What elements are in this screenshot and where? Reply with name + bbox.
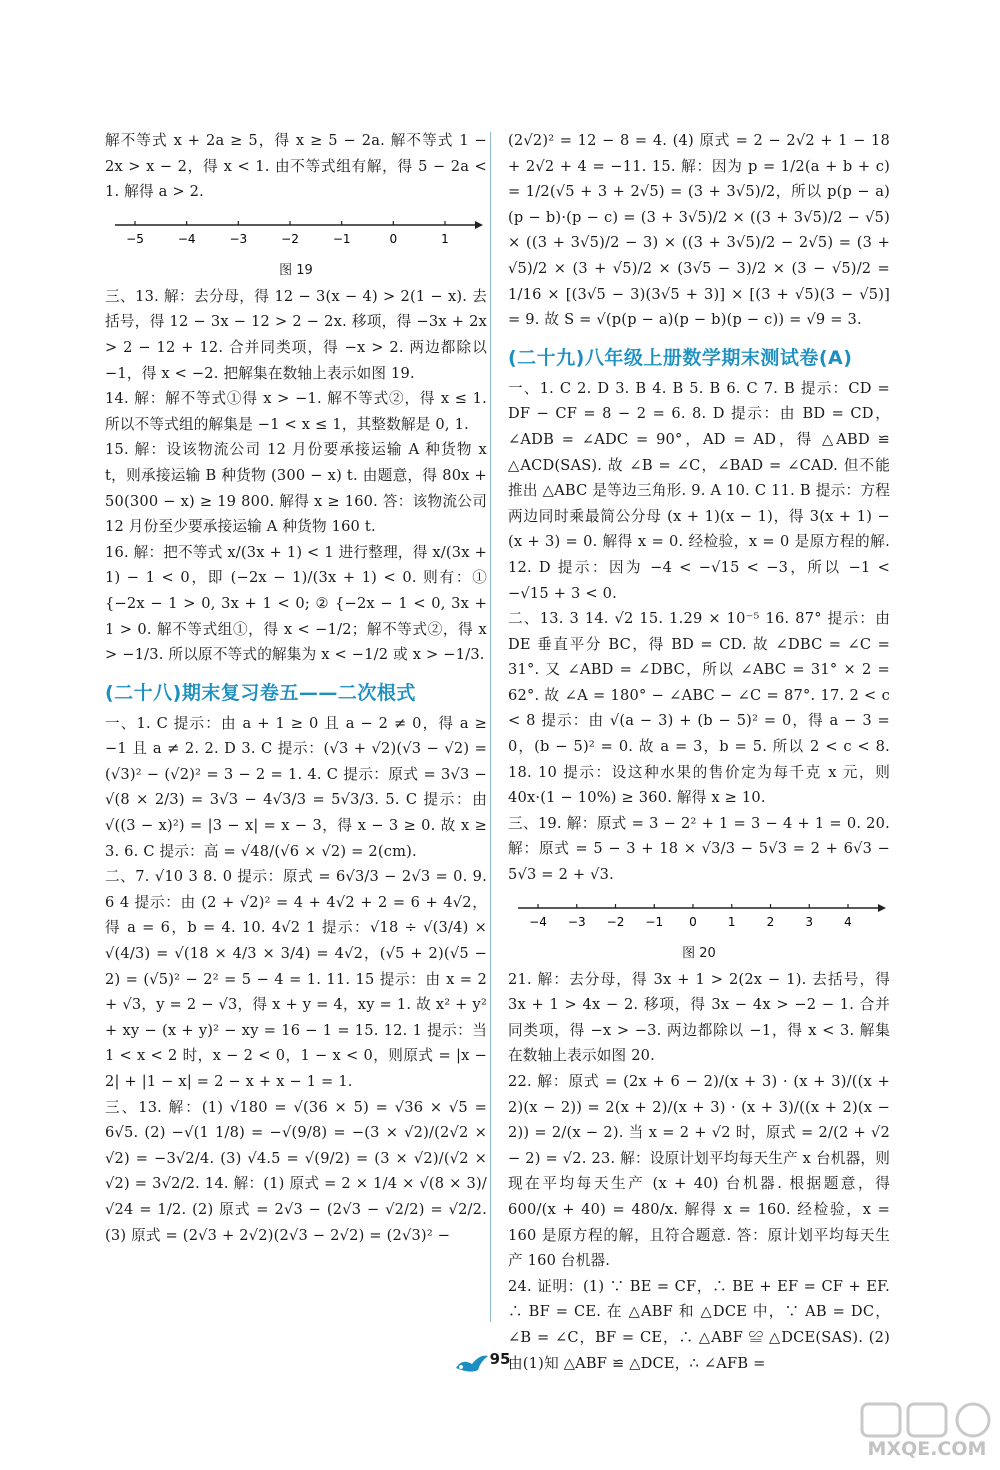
axis-tick-label: 3 <box>805 914 814 929</box>
axis-tick-label: 4 <box>844 914 852 929</box>
axis-tick-label: −3 <box>229 231 248 246</box>
answer-paragraph: 14. 解：解不等式①得 x > −1. 解不等式②，得 x ≤ 1. 所以不等式组的解集是 −1 < x ≤ 1，其整数解是 0, 1. <box>105 390 487 433</box>
axis-tick-label: 0 <box>389 231 398 246</box>
answer-paragraph: 15. 解：设该物流公司 12 月份要承接运输 A 种货物 x t，则承接运输 B 种货物 (300 − x) t. 由题意，得 80x + 50(300 − x) ≥ 19 800. 解得 x ≥ 160. 答：该物流公司 12 月份至少要承接运输 A 种货物 160 t. <box>105 441 487 536</box>
answer-paragraph: (2√2)² = 12 − 8 = 4. (4) 原式 = 2 − 2√2 + 1 − 18 + 2√2 + 4 = −11. 15. 解：因为 p = 1/2(a + b + c) = 1/2(√5 + 3 + 2√5) = (3 + 3√5)/2，所以 p(p − a)(p − b)·(p − c) = (3 + 3√5)/2 × ((3 + 3√5)/2 − √5) × ((3 + 3√5)/2 − 3) × ((3 + 3√5)/2 − 2√5) = (3 + √5)/2 × (3 + √5)/2 × (3√5 − 3)/2 × (3 − √5)/2 = 1/16 × [(3√5 − 3)(3√5 + 3)] × [(3 + √5)(3 − √5)] = 9. 故 S = √(p(p − a)(p − b)(p − c)) = √9 = 3. <box>508 132 890 329</box>
answer-paragraph: 二、13. 3 14. √2 15. 1.29 × 10⁻⁵ 16. 87° 提示：由 DE 垂直平分 BC，得 BD = CD. 故 ∠DBC = ∠C = 31°. 又 ∠ABD = ∠DBC，所以 ∠ABC = 31° × 2 = 62°. 故 ∠A = 180° − ∠ABC − ∠C = 87°. 17. 2 < c < 8 提示：由 √(a − 3) + (b − 5)² = 0，得 a − 3 = 0，(b − 5)² = 0. 故 a = 3，b = 5. 所以 2 < c < 8. 18. 10 提示：设这种水果的售价定为每千克 x 元，则 40x·(1 − 10%) ≥ 360. 解得 x ≥ 10. <box>508 610 890 807</box>
answer-paragraph: 解不等式 x + 2a ≥ 5，得 x ≥ 5 − 2a. 解不等式 1 − 2x > x − 2，得 x < 1. 由不等式组有解，得 5 − 2a < 1. 解得 a > 2. <box>105 132 487 201</box>
number-line-20-svg <box>508 894 890 940</box>
figure-caption-20: 图 20 <box>682 945 716 961</box>
axis-tick-label: −1 <box>645 914 664 929</box>
answer-paragraph: 一、1. C 2. D 3. B 4. B 5. B 6. C 7. B 提示：CD = DF − CF = 8 − 2 = 6. 8. D 提示：由 BD = CD，∠ADB = ∠ADC = 90°，AD = AD，得 △ABD ≌ △ACD(SAS). 故 ∠B = ∠C，∠BAD = ∠CAD. 但不能推出 △ABC 是等边三角形. 9. A 10. C 11. B 提示：方程两边同时乘最简公分母 (x + 1)(x − 1)，得 3(x + 1) − (x + 3) = 0. 解得 x = 0. 经检验，x = 0 是原方程的解. 12. D 提示：因为 −4 < −√15 < −3，所以 −1 < −√15 + 3 < 0. <box>508 379 890 602</box>
section-heading: (二十九)八年级上册数学期末测试卷(A) <box>508 346 853 369</box>
watermark-text: MXQE.COM <box>867 1438 987 1460</box>
watermark <box>858 1400 996 1466</box>
answer-paragraph: 三、13. 解：(1) √180 = √(36 × 5) = √36 × √5 = 6√5. (2) −√(1 1/8) = −√(9/8) = −(3 × √2)/(2√2 × √2) = −3√2/4. (3) √4.5 = √(9/2) = (3 × √2)/(√2 × √2) = 3√2/2. 14. 解：(1) 原式 = 2 × 1/4 × √(8 × 3)/√24 = 1/2. (2) 原式 = 2√3 − (2√3 − √2/2) = √2/2. (3) 原式 = (2√3 + 2√2)(2√3 − 2√2) = (2√3)² − <box>105 1098 487 1244</box>
axis-tick-label: −4 <box>177 231 196 246</box>
right-column <box>508 128 890 1376</box>
axis-tick-label: −5 <box>126 231 144 246</box>
answer-paragraph: 二、7. √10 3 8. 0 提示：原式 = 6√3/3 − 2√3 = 0. 9. 6 4 提示：由 (2 + √2)² = 4 + 4√2 + 2 = 6 + 4√2，得 a = 6，b = 4. 10. 4√2 1 提示：√18 ÷ √(3/4) × √(4/3) = √(18 × 4/3 × 3/4) = 4√2，(√5 + 2)(√5 − 2) = (√5)² − 2² = 5 − 4 = 1. 11. 15 提示：由 x = 2 + √3，y = 2 − √3，得 x + y = 4，xy = 1. 故 x² + y² + xy − (x + y)² − xy = 16 − 1 = 15. 12. 1 提示：当 1 < x < 2 时，x − 2 < 0，1 − x < 0，则原式 = |x − 2| + |1 − x| = 2 − x + x − 1 = 1. <box>105 868 487 1090</box>
answer-paragraph: 一、1. C 提示：由 a + 1 ≥ 0 且 a − 2 ≠ 0，得 a ≥ −1 且 a ≠ 2. 2. D 3. C 提示：(√3 + √2)(√3 − √2) = (√3)² − (√2)² = 3 − 2 = 1. 4. C 提示：原式 = 3√3 − √(8 × 2/3) = 3√3 − 4√3/3 = 5√3/3. 5. C 提示：由 √((3 − x)²) = |3 − x| = x − 3，得 x − 3 ≥ 0. 故 x ≥ 3. 6. C 提示：高 = √48/(√6 × √2) = 2(cm). <box>105 714 487 860</box>
number-line-figure-19 <box>105 211 487 278</box>
answer-paragraph: 三、19. 解：原式 = 3 − 2² + 1 = 3 − 4 + 1 = 0. 20. 解：原式 = 5 − 3 + 18 × √3/3 − 5√3 = 2 + 6√3 − 5√3 = 2 + √3. <box>508 814 890 884</box>
axis-tick-label: 0 <box>689 914 697 929</box>
page-number: 95 <box>489 1350 511 1368</box>
left-column <box>105 128 487 1248</box>
section-heading: (二十八)期末复习卷五——二次根式 <box>105 681 416 704</box>
axis-tick-label: 1 <box>727 914 736 929</box>
answer-paragraph: 三、13. 解：去分母，得 12 − 3(x − 4) > 2(1 − x). 去括号，得 12 − 3x − 12 > 2 − 2x. 移项，得 −3x + 2x > 2 − 12 + 12. 合并同类项，得 −x > 2. 两边都除以 −1，得 x < −2. 把解集在数轴上表示如图 19. <box>105 287 487 382</box>
answer-paragraph: 24. 证明：(1) ∵ BE = CF，∴ BE + EF = CF + EF. ∴ BF = CE. 在 △ABF 和 △DCE 中，∵ AB = DC，∠B = ∠C，BF = CE，∴ △ABF ≌ △DCE(SAS). (2) 由(1)知 △ABF ≌ △DCE，∴ ∠AFB = <box>508 1277 890 1372</box>
axis-tick-label: 1 <box>441 231 449 246</box>
axis-arrow-icon <box>475 221 483 229</box>
axis-tick-label: −1 <box>332 231 351 246</box>
answer-paragraph: 16. 解：把不等式 x/(3x + 1) < 1 进行整理，得 x/(3x + 1) − 1 < 0，即 (−2x − 1)/(3x + 1) < 0. 则有：① {−2x − 1 > 0, 3x + 1 < 0; ② {−2x − 1 < 0, 3x + 1 > 0. 解不等式组①，得 x < −1/2；解不等式②，得 x > −1/3. 所以原不等式的解集为 x < −1/2 或 x > −1/3. <box>105 543 487 664</box>
column-divider <box>490 132 491 1322</box>
axis-tick-label: −2 <box>606 914 625 929</box>
figure-caption-19: 图 19 <box>279 262 313 278</box>
axis-tick-label: −3 <box>567 914 586 929</box>
answer-paragraph: 22. 解：原式 = (2x + 6 − 2)/(x + 3) · (x + 3)/((x + 2)(x − 2)) = 2(x + 2)/(x + 3) · (x + 3)/((x + 2)(x − 2)) = 2/(x − 2). 当 x = 2 + √2 时，原式 = 2/(2 + √2 − 2) = √2. 23. 解：设原计划平均每天生产 x 台机器，则现在平均每天生产 (x + 40) 台机器. 根据题意，得 600/(x + 40) = 480/x. 解得 x = 160. 经检验，x = 160 是原方程的解，且符合题意. 答：原计划平均每天生产 160 台机器. <box>508 1073 890 1270</box>
axis-tick-label: −2 <box>281 231 299 246</box>
axis-tick-label: 2 <box>766 914 775 929</box>
watermark-logo-icon <box>858 1400 996 1440</box>
axis-tick-label: −4 <box>529 914 547 929</box>
number-line-figure-20 <box>508 894 890 961</box>
answer-paragraph: 21. 解：去分母，得 3x + 1 > 2(2x − 1). 去括号，得 3x + 1 > 4x − 2. 移项，得 3x − 4x > −2 − 1. 合并同类项，得 −x > −3. 两边都除以 −1，得 x < 3. 解集在数轴上表示如图 20. <box>508 970 890 1065</box>
number-line-19-svg <box>105 211 487 257</box>
axis-arrow-icon <box>878 904 886 912</box>
